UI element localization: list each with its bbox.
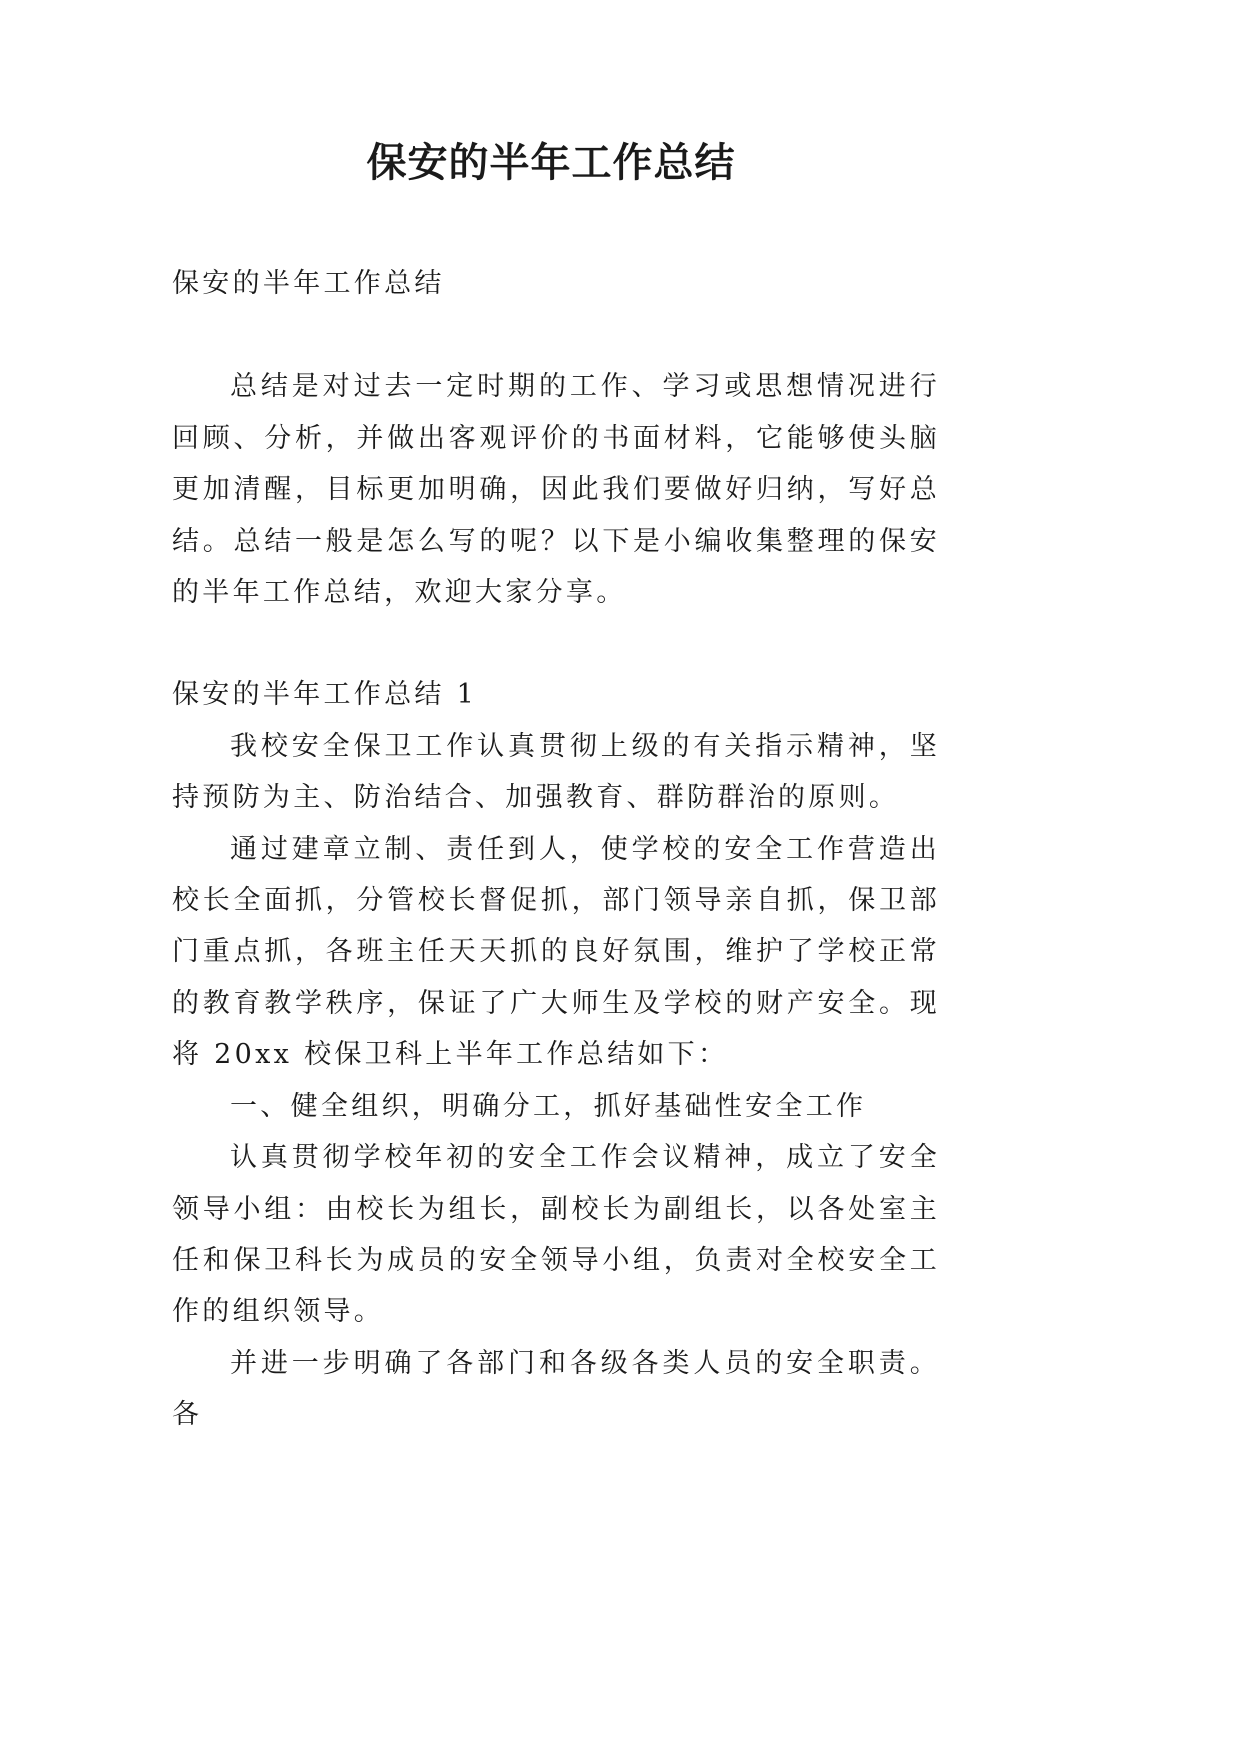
- document-body: [172, 258, 940, 1441]
- body-paragraph: 并进一步明确了各部门和各级各类人员的安全职责。各: [172, 1347, 940, 1431]
- subsection-heading: 一、健全组织，明确分工，抓好基础性安全工作: [230, 1090, 867, 1122]
- intro-paragraph: 总结是对过去一定时期的工作、学习或思想情况进行回顾、分析，并做出客观评价的书面材料，它能够使头脑更加清醒，目标更加明确，因此我们要做好归纳，写好总结。总结一般是怎么写的呢？以下是小编收集整理的保安的半年工作总结，欢迎大家分享。: [172, 371, 940, 609]
- section-heading: 保安的半年工作总结 1: [172, 679, 478, 711]
- body-paragraph: 我校安全保卫工作认真贯彻上级的有关指示精神，坚持预防为主、防治结合、加强教育、群防群治的原则。: [172, 730, 940, 814]
- body-paragraph: 认真贯彻学校年初的安全工作会议精神，成立了安全领导小组：由校长为组长，副校长为副组长，以各处室主任和保卫科长为成员的安全领导小组，负责对全校安全工作的组织领导。: [172, 1142, 940, 1328]
- document-title: 保安的半年工作总结: [366, 139, 736, 186]
- body-paragraph: 通过建章立制、责任到人，使学校的安全工作营造出校长全面抓，分管校长督促抓，部门领导亲自抓，保卫部门重点抓，各班主任天天抓的良好氛围，维护了学校正常的教育教学秩序，保证了广大师生及学校的财产安全。现将 20xx 校保卫科上半年工作总结如下：: [172, 833, 940, 1071]
- document-subtitle: 保安的半年工作总结: [172, 268, 445, 299]
